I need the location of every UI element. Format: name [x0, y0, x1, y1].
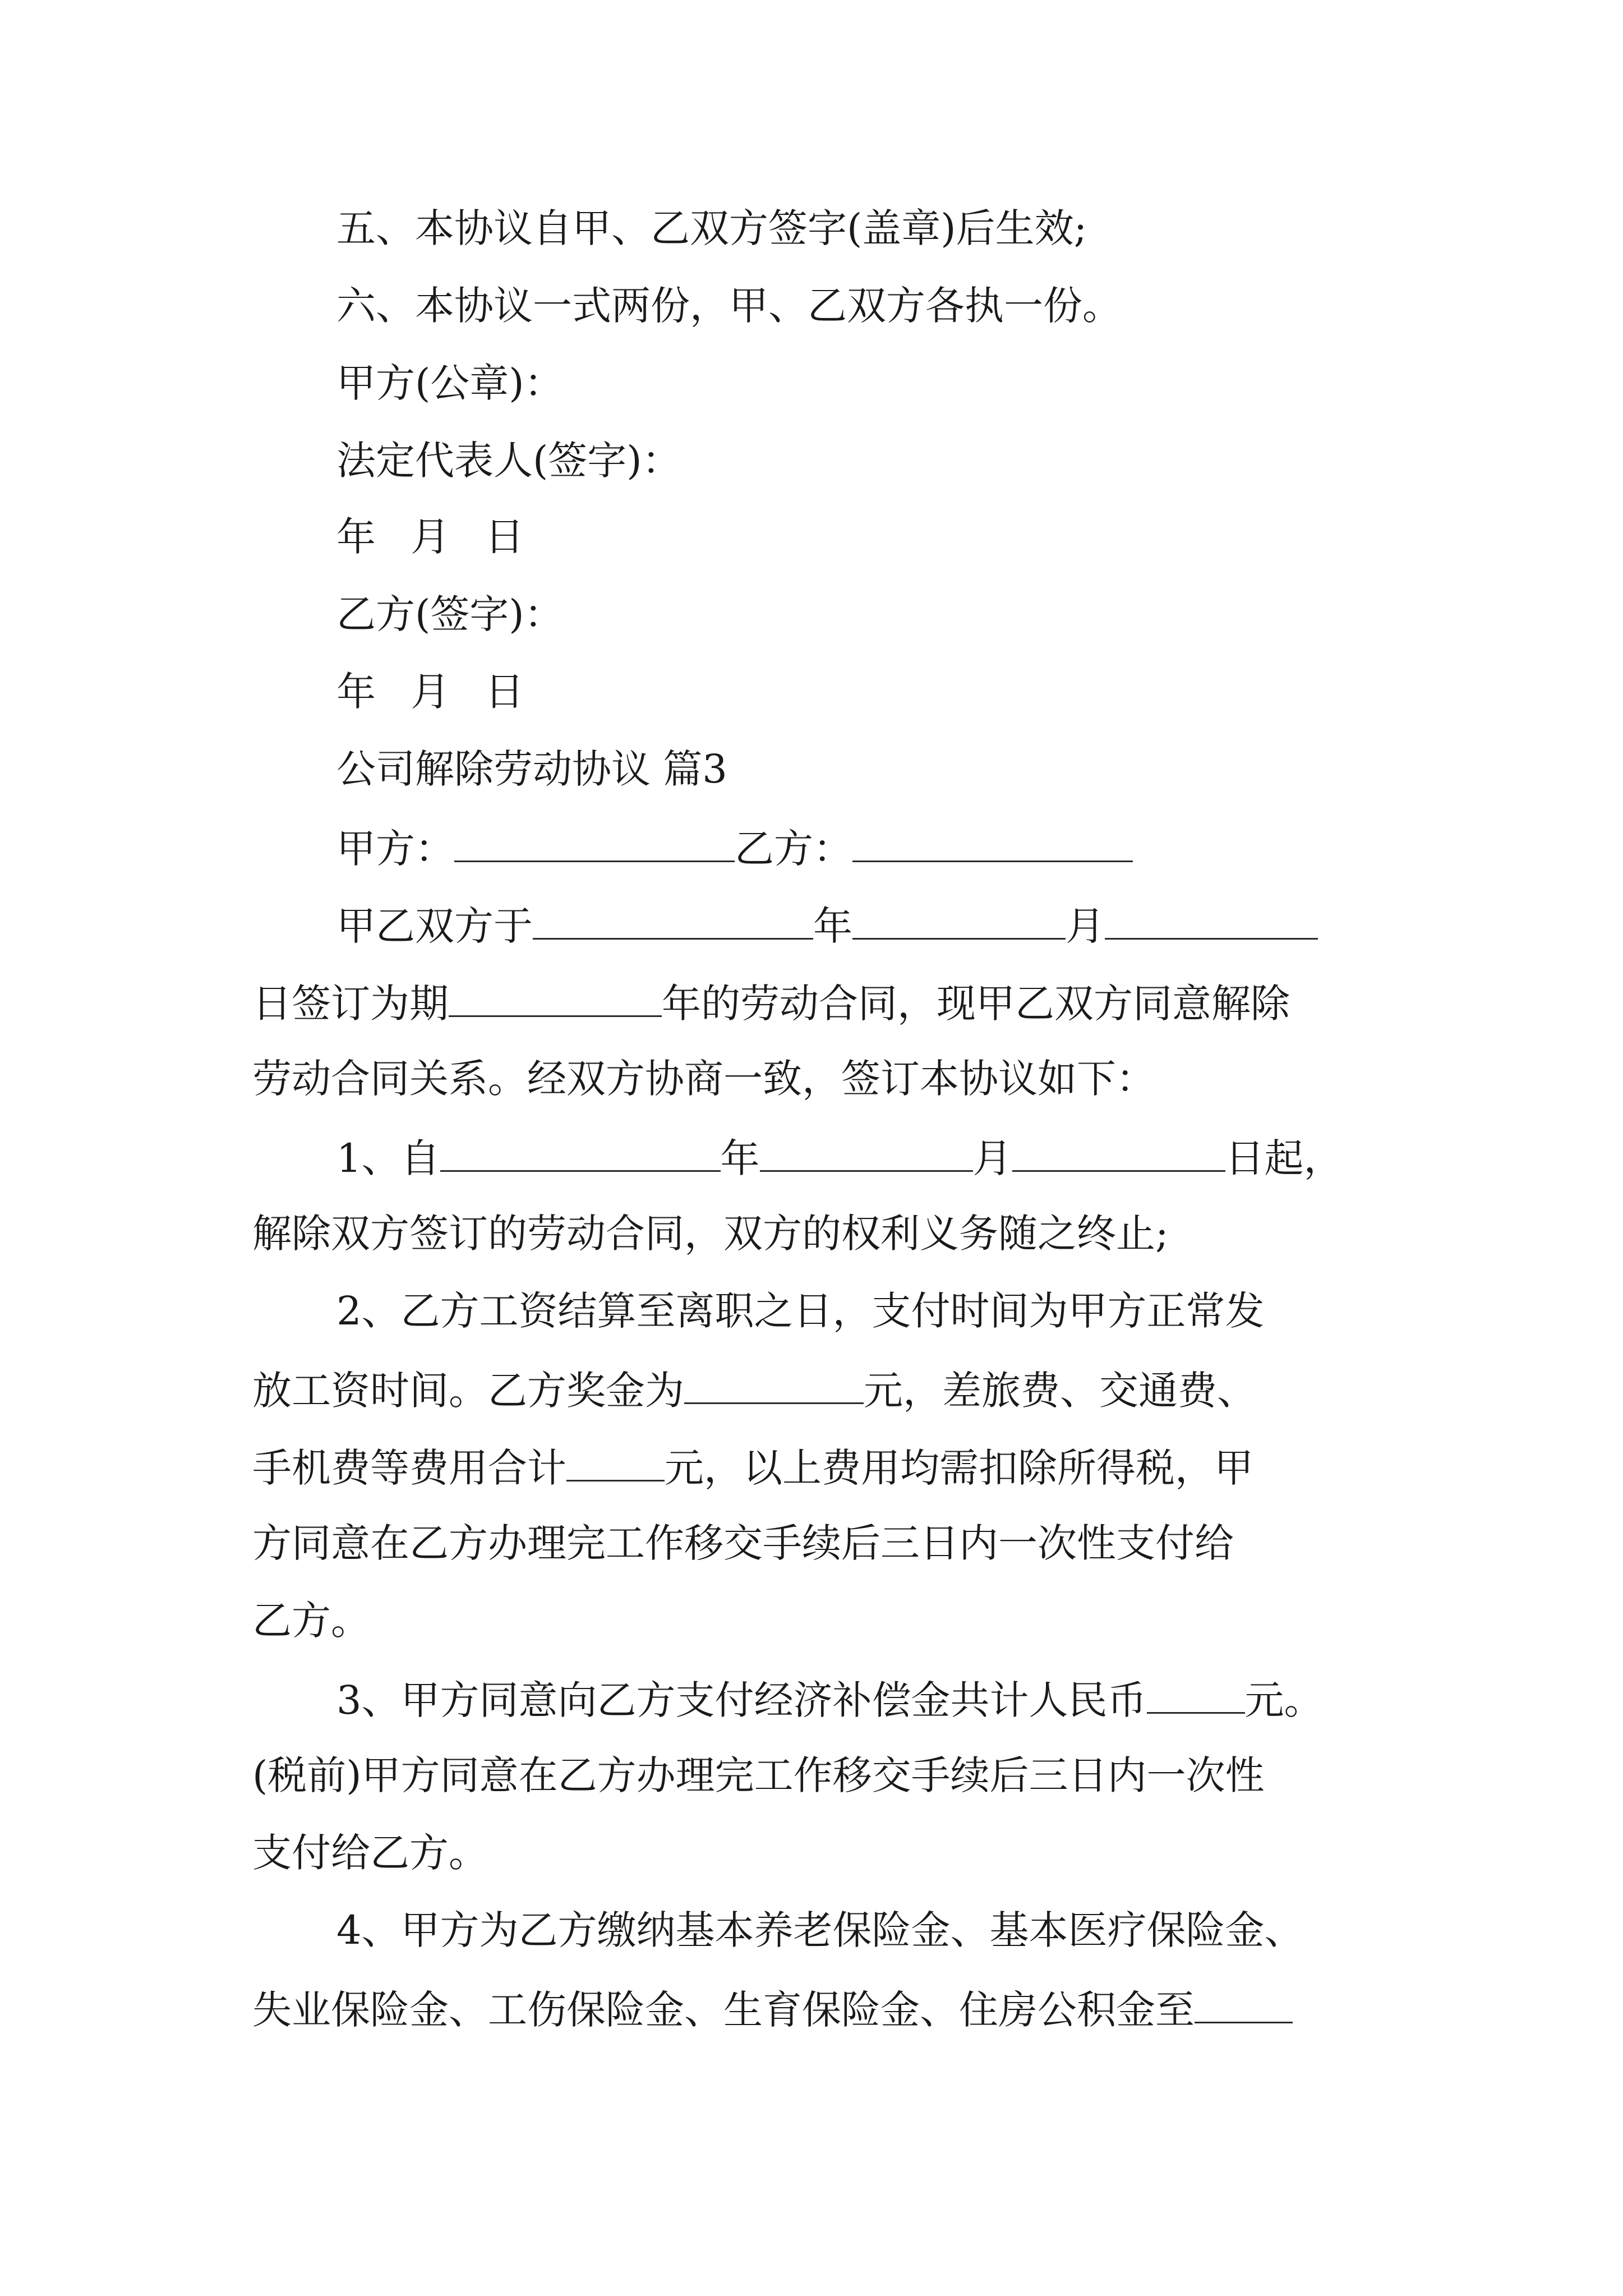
clause-1-text-2: 年: [720, 1135, 760, 1181]
intro-month-blank: [852, 899, 1066, 940]
party-a-label: 甲方：: [336, 826, 454, 872]
legal-rep-signature-line: 法定代表人(签字)：: [336, 438, 681, 484]
clause-3-line-1: [336, 1673, 1324, 1726]
intro-text-1: 甲乙双方于: [336, 903, 533, 949]
clause-2-line-3: [252, 1441, 1253, 1493]
clause-1-line-2: 解除双方签订的劳动合同，双方的权利义务随之终止;: [252, 1211, 1169, 1257]
date-line-1: 年 月 日: [336, 514, 524, 560]
clause-1-text-3: 月: [972, 1135, 1012, 1181]
clause-2-text-3a: 手机费等费用合计: [252, 1445, 566, 1491]
clause-3-line-2: (税前)甲方同意在乙方办理完工作移交手续后三日内一次性: [252, 1752, 1265, 1798]
intro-text-3: 月: [1066, 903, 1105, 949]
expenses-total-blank: [566, 1441, 665, 1481]
parties-line: [336, 821, 1133, 874]
party-a-blank: [454, 821, 735, 862]
clause-2-line-4: 方同意在乙方办理完工作移交手续后三日内一次性支付给: [252, 1520, 1234, 1566]
intro-text-2: 年: [813, 903, 852, 949]
insurance-until-blank: [1195, 1982, 1293, 2023]
date-line-2: 年 月 日: [336, 669, 524, 715]
clause-1-text-4: 日起，: [1225, 1135, 1343, 1181]
clause-5-line: 五、本协议自甲、乙双方签字(盖章)后生效;: [336, 205, 1087, 251]
clause-3-text-1b: 元。: [1244, 1677, 1324, 1723]
clause-1-day-blank: [1012, 1131, 1225, 1172]
clause-4-line-1: 4、甲方为乙方缴纳基本养老保险金、基本医疗保险金、: [336, 1907, 1304, 1953]
compensation-amount-blank: [1147, 1673, 1245, 1714]
party-b-blank: [852, 821, 1133, 862]
clause-2-line-5: 乙方。: [252, 1598, 370, 1644]
intro-year-blank: [533, 899, 813, 940]
clause-4-text-2: 失业保险金、工伤保险金、生育保险金、住房公积金至: [252, 1987, 1195, 2033]
clause-3-text-1a: 3、甲方同意向乙方支付经济补偿金共计人民币: [336, 1677, 1147, 1723]
clause-6-line: 六、本协议一式两份，甲、乙双方各执一份。: [336, 283, 1122, 329]
party-b-label: 乙方：: [735, 826, 852, 872]
clause-2-line-2: [252, 1363, 1256, 1416]
clause-4-line-2: [252, 1982, 1293, 2035]
clause-2-text-3b: 元，以上费用均需扣除所得税，甲: [665, 1445, 1253, 1491]
clause-1-year-blank: [440, 1131, 721, 1172]
intro-text-4: 日签订为期: [252, 981, 449, 1027]
clause-3-line-3: 支付给乙方。: [252, 1830, 488, 1876]
clause-2-text-2a: 放工资时间。乙方奖金为: [252, 1368, 684, 1414]
intro-text-5: 年的劳动合同，现甲乙双方同意解除: [662, 981, 1290, 1027]
party-b-signature-line: 乙方(签字)：: [336, 591, 564, 637]
bonus-amount-blank: [684, 1363, 864, 1404]
intro-day-blank: [1105, 899, 1318, 940]
intro-line-1: [336, 899, 1318, 951]
section-heading: 公司解除劳动协议 篇3: [336, 746, 727, 792]
clause-1-text-1: 1、自: [336, 1135, 440, 1181]
intro-term-blank: [449, 976, 662, 1017]
party-a-seal-line: 甲方(公章)：: [336, 360, 564, 406]
clause-1-month-blank: [760, 1131, 973, 1172]
intro-line-3: 劳动合同关系。经双方协商一致，签订本协议如下：: [252, 1056, 1155, 1102]
intro-line-2: [252, 976, 1290, 1029]
clause-2-text-2b: 元，差旅费、交通费、: [864, 1368, 1256, 1414]
clause-2-line-1: 2、乙方工资结算至离职之日，支付时间为甲方正常发: [336, 1288, 1265, 1334]
clause-1-line-1: [336, 1131, 1343, 1184]
